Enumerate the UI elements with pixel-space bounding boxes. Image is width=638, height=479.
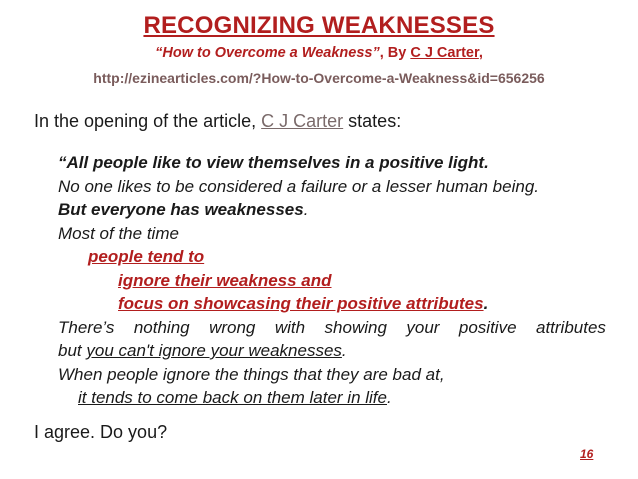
quote-line-2: No one likes to be considered a failure or a lesser human being. [58,176,540,196]
intro-author: C J Carter [261,111,344,131]
quote-line-4: Most of the time [58,223,179,243]
slide-title: RECOGNIZING WEAKNESSES [143,12,495,39]
quote-line-7 [58,292,606,316]
quote-line-3-end: . [303,200,309,219]
quote-word: There’s [58,317,115,337]
quote-line-8 [58,316,606,340]
quote-word: your [406,317,440,337]
citation-by: , By [379,45,411,61]
intro-after: states: [343,111,402,131]
quote-line-9 [58,339,606,363]
article-citation [0,45,638,61]
quote-line-11 [58,386,606,410]
article-title: “How to Overcome a Weakness” [155,45,380,61]
quote-word: wrong [209,317,256,337]
page-number: 16 [580,447,594,461]
quote-word: nothing [133,317,190,337]
quote-word: showing [324,317,387,337]
article-url: http://ezinearticles.com/?How-to-Overcome-a-Weakness&id=656256 [93,70,545,86]
article-quote [58,151,606,410]
highlight-ignore-weakness: ignore their weakness and [118,270,332,290]
quote-line-1: “All people like to view themselves in a positive light. [58,153,489,172]
closing-text: I agree. Do you? [34,422,168,442]
quote-line-10: When people ignore the things that they are bad at, [58,364,445,384]
quote-line-9-start: but [58,341,87,360]
quote-word: with [274,317,306,337]
quote-line-3 [58,198,606,222]
highlight-people-tend-to: people tend to [88,247,205,266]
quote-line-9-end: . [341,341,347,360]
quote-line-9-underline: you can't ignore your weaknesses [86,341,342,360]
quote-line-11-underline: it tends to come back on them later in life [78,388,387,407]
quote-word: attributes [535,317,606,337]
intro-text [34,111,401,132]
intro-before: In the opening of the article, [34,111,262,131]
quote-word: positive [458,317,517,337]
quote-line-6 [58,269,606,293]
quote-line-3-bold: But everyone has weaknesses [58,200,304,219]
citation-comma: , [478,45,483,61]
quote-line-11-end: . [387,388,392,407]
highlight-focus-positive: focus on showcasing their positive attributes [118,294,484,313]
quote-line-5 [58,245,606,269]
citation-author: C J Carter [410,45,479,61]
quote-line-7-end: . [483,294,489,313]
